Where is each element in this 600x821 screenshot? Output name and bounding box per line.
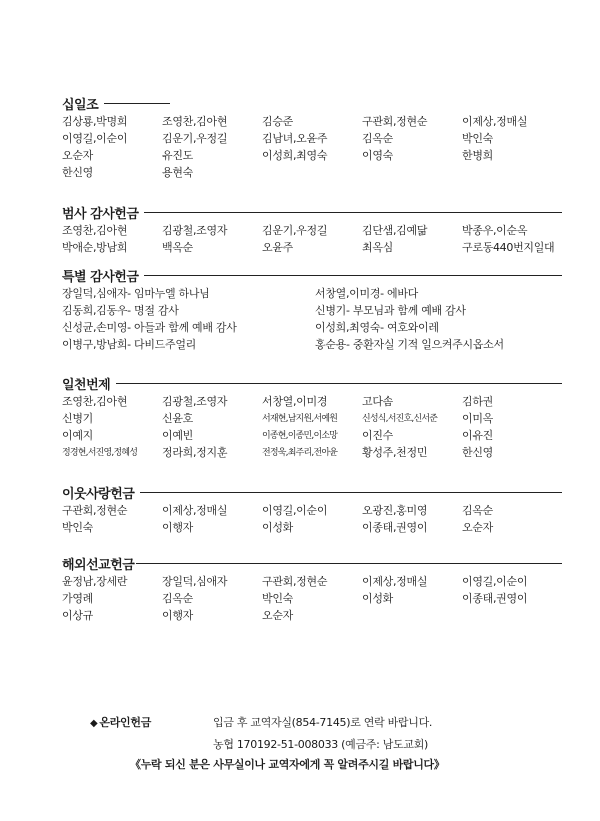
section-title: 일천번제 [62, 377, 111, 393]
donor-name: 김옥순 [362, 131, 393, 145]
donor-name: 장일덕,심애자 [162, 574, 228, 588]
donor-name: 한신영 [462, 445, 493, 459]
donor-entry: 신병기- 부모님과 함께 예배 감사 [315, 303, 466, 317]
donor-entry: 신성균,손미영- 아들과 함께 예배 감사 [62, 320, 237, 334]
donor-row [62, 426, 562, 443]
donor-row [62, 392, 562, 409]
donor-row [62, 409, 562, 426]
online-offering-label-text: 온라인헌금 [99, 716, 152, 729]
section-rule [144, 275, 562, 276]
section-rule [116, 383, 562, 384]
donor-name: 윤정남,장세란 [62, 574, 128, 588]
section-rule [144, 212, 562, 213]
donor-name: 이예지 [62, 428, 93, 442]
donor-name: 이제상,정매실 [162, 503, 228, 517]
donor-entry: 장일덕,심애자- 임마누엘 하나님 [62, 286, 210, 300]
donor-entry: 서창열,이미경- 에바다 [315, 286, 418, 300]
donor-row [62, 301, 562, 318]
donor-name: 이성희,최영숙 [262, 148, 328, 162]
donor-name: 황성주,천정민 [362, 445, 428, 459]
donor-name: 김광철,조영자 [162, 394, 228, 408]
donor-name: 오순자 [262, 608, 293, 622]
donor-name: 박애순,방남희 [62, 240, 128, 254]
donor-name: 이제상,정매실 [362, 574, 428, 588]
donor-name: 박인숙 [262, 591, 293, 605]
donor-name: 가영례 [62, 591, 93, 605]
donor-name: 이영숙 [362, 148, 393, 162]
donor-name: 조영찬,김아현 [162, 114, 228, 128]
donor-name: 이종현,이종민,이소망 [262, 431, 338, 441]
donor-entry: 이병구,방남희- 다비드주얼리 [62, 337, 196, 351]
donor-name: 김하권 [462, 394, 493, 408]
donor-name: 이영길,이순이 [62, 131, 128, 145]
section-title: 십일조 [62, 97, 99, 113]
section-special-thanksgiving [62, 266, 562, 352]
donor-row [62, 112, 562, 129]
section-header [62, 554, 562, 572]
donor-row [62, 518, 562, 535]
donor-entry: 이성희,최영숙- 여호와이레 [315, 320, 439, 334]
bank-account-line: 농협 170192-51-008033 (예금주: 남도교회) [213, 738, 429, 751]
diamond-bullet-icon: ◆ [90, 718, 98, 729]
donor-name: 신병기 [62, 411, 93, 425]
donor-name: 김운기,우정길 [262, 223, 328, 237]
notice-line: 《누락 되신 분은 사무실이나 교역자에게 꼭 알려주시길 바랍니다》 [130, 758, 445, 771]
online-offering-label [90, 714, 151, 730]
donor-name: 이영길,이순이 [462, 574, 528, 588]
section-neighbor-love [62, 483, 562, 535]
donor-name: 김운기,우정길 [162, 131, 228, 145]
donor-name: 이종태,권영이 [462, 591, 528, 605]
donor-name: 구관회,정현순 [62, 503, 128, 517]
donor-name: 이유진 [462, 428, 493, 442]
donor-name: 신성식,서진호,신서준 [362, 414, 438, 424]
donor-name: 유진도 [162, 148, 193, 162]
donor-name: 김승준 [262, 114, 293, 128]
section-header [62, 374, 562, 392]
donor-name: 이제상,정매실 [462, 114, 528, 128]
donor-name: 이진수 [362, 428, 393, 442]
donor-row [62, 238, 562, 255]
donor-name: 이행자 [162, 608, 193, 622]
donor-name: 오순자 [62, 148, 93, 162]
donor-row [62, 335, 562, 352]
donor-name: 이성화 [262, 520, 293, 534]
contact-line: 입금 후 교역자실(854-7145)로 연락 바랍니다. [213, 716, 433, 729]
donor-row [62, 443, 562, 460]
section-header [62, 266, 562, 284]
donor-row [62, 129, 562, 146]
donor-name: 박인숙 [62, 520, 93, 534]
donor-name: 전정욱,최주리,전아윤 [262, 448, 338, 458]
donor-name: 한신영 [62, 165, 93, 179]
section-thousand-offering [62, 374, 562, 460]
section-header [62, 483, 562, 501]
donor-name: 김옥순 [162, 591, 193, 605]
section-title: 특별 감사헌금 [62, 269, 139, 285]
donor-name: 김상룡,박명희 [62, 114, 128, 128]
donor-row [62, 572, 562, 589]
donor-row [62, 146, 562, 163]
donor-name: 이영길,이순이 [262, 503, 328, 517]
donor-name: 이행자 [162, 520, 193, 534]
section-title: 이웃사랑헌금 [62, 486, 135, 502]
donor-name: 구로동440번지일대 [462, 240, 555, 254]
donor-entry: 홍순용- 중환자실 기적 일으켜주시옵소서 [315, 337, 504, 351]
donor-name: 김광철,조영자 [162, 223, 228, 237]
donor-name: 한병희 [462, 148, 493, 162]
section-rule [140, 492, 562, 493]
donor-name: 정경현,서진영,정혜성 [62, 448, 138, 458]
section-title: 해외선교헌금 [62, 557, 135, 573]
section-thanksgiving [62, 203, 562, 255]
donor-name: 김옥순 [462, 503, 493, 517]
donor-name: 조영찬,김아현 [62, 223, 128, 237]
donor-name: 서재현,남지원,서예원 [262, 414, 338, 424]
donor-row [62, 589, 562, 606]
donor-row [62, 318, 562, 335]
section-rule [136, 563, 562, 564]
donor-name: 김남녀,오윤주 [262, 131, 328, 145]
section-rule [104, 103, 170, 104]
section-header [62, 94, 562, 112]
donor-row [62, 606, 562, 623]
donor-name: 박종우,이순옥 [462, 223, 528, 237]
donor-name: 이미옥 [462, 411, 493, 425]
section-overseas-mission [62, 554, 562, 623]
donor-name: 고다솜 [362, 394, 393, 408]
donor-row [62, 501, 562, 518]
section-title: 범사 감사헌금 [62, 206, 139, 222]
donor-name: 용현숙 [162, 165, 193, 179]
donor-name: 김단샘,김예닮 [362, 223, 428, 237]
donor-name: 정라희,정지훈 [162, 445, 228, 459]
donor-name: 백옥순 [162, 240, 193, 254]
donor-name: 조영찬,김아현 [62, 394, 128, 408]
donor-name: 최옥심 [362, 240, 393, 254]
donor-name: 박인숙 [462, 131, 493, 145]
donor-name: 구관회,정현순 [262, 574, 328, 588]
donor-name: 서창열,이미경 [262, 394, 328, 408]
donor-row [62, 284, 562, 301]
donor-name: 오광진,홍미영 [362, 503, 428, 517]
donor-name: 구관회,정현순 [362, 114, 428, 128]
donor-name: 이예빈 [162, 428, 193, 442]
donor-name: 이상규 [62, 608, 93, 622]
donor-name: 이종태,권영이 [362, 520, 428, 534]
section-header [62, 203, 562, 221]
donor-row [62, 163, 562, 180]
donor-entry: 김동희,김동우- 명절 감사 [62, 303, 179, 317]
donor-name: 오윤주 [262, 240, 293, 254]
donor-row [62, 221, 562, 238]
donor-name: 오순자 [462, 520, 493, 534]
section-tithe [62, 94, 562, 180]
donor-name: 이성화 [362, 591, 393, 605]
donor-name: 신윤호 [162, 411, 193, 425]
